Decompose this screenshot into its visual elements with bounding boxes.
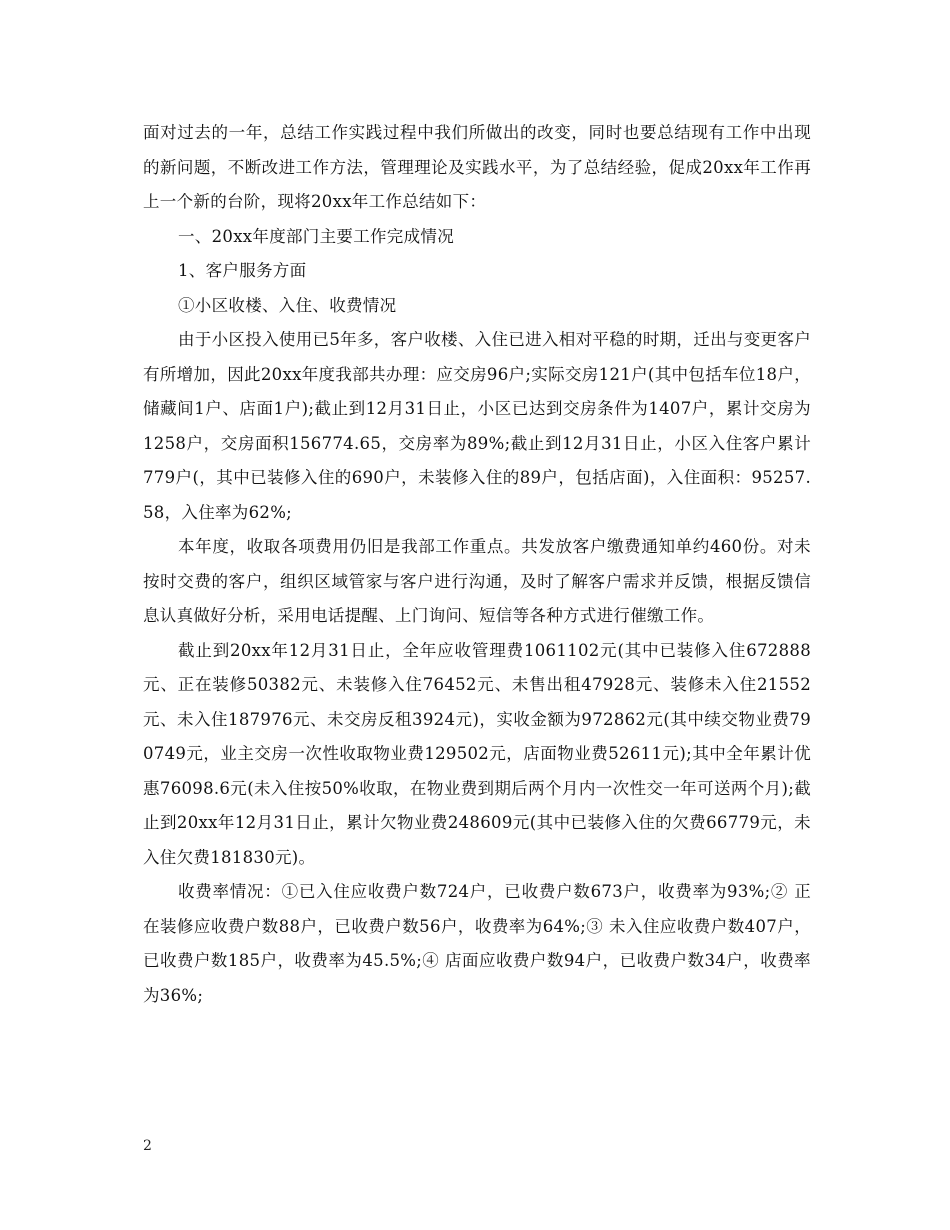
page-number: 2 [143, 1138, 152, 1154]
paragraph-intro: 面对过去的一年，总结工作实践过程中我们所做出的改变，同时也要总结现有工作中出现的新问题，不断改进工作方法，管理理论及实践水平，为了总结经验，促成20xx年工作再上一个新的台阶，现将20xx年工作总结如下： [143, 123, 811, 211]
item-heading-handover-occupancy-fees: ①小区收楼、入住、收费情况 [178, 295, 397, 315]
paragraph-fee-collection: 本年度，收取各项费用仍旧是我部工作重点。共发放客户缴费通知单约460份。对未按时交费的客户，组织区域管家与客户进行沟通，及时了解客户需求并反馈，根据反馈信息认真做好分析，采用电话提醒、上门询问、短信等各种方式进行催缴工作。 [143, 537, 811, 625]
paragraph-collection-rates: 收费率情况：①已入住应收费户数724户，已收费户数673户，收费率为93%;② 正在装修应收费户数88户，已收费户数56户，收费率为64%;③ 未入住应收费户数407户，已收费户数185户，收费率为45.5%;④ 店面应收费户数94户，已收费户数34户，收费率为36%; [143, 882, 811, 1005]
section-heading-work-completion: 一、20xx年度部门主要工作完成情况 [178, 226, 455, 246]
paragraph-handover-occupancy: 由于小区投入使用已5年多，客户收楼、入住已进入相对平稳的时期，迁出与变更客户有所增加，因此20xx年度我部共办理：应交房96户;实际交房121户(其中包括车位18户，储藏间1户、店面1户);截止到12月31日止，小区已达到交房条件为1407户，累计交房为1258户，交房面积156774.65，交房率为89%;截止到12月31日止，小区入住客户累计779户(，其中已装修入住的690户，未装修入住的89户，包括店面)，入住面积：95257.58，入住率为62%; [143, 330, 811, 522]
subsection-heading-customer-service: 1、客户服务方面 [178, 261, 307, 280]
document-body [143, 116, 811, 1013]
paragraph-management-fee-totals: 截止到20xx年12月31日止，全年应收管理费1061102元(其中已装修入住672888元、正在装修50382元、未装修入住76452元、未售出租47928元、装修未入住21552元、未入住187976元、未交房反租3924元)，实收金额为972862元(其中续交物业费790749元，业主交房一次性收取物业费129502元，店面物业费52611元);其中全年累计优惠76098.6元(未入住按50%收取，在物业费到期后两个月内一次性交一年可送两个月);截止到20xx年12月31日止，累计欠物业费248609元(其中已装修入住的欠费66779元，未入住欠费181830元)。 [143, 640, 811, 867]
